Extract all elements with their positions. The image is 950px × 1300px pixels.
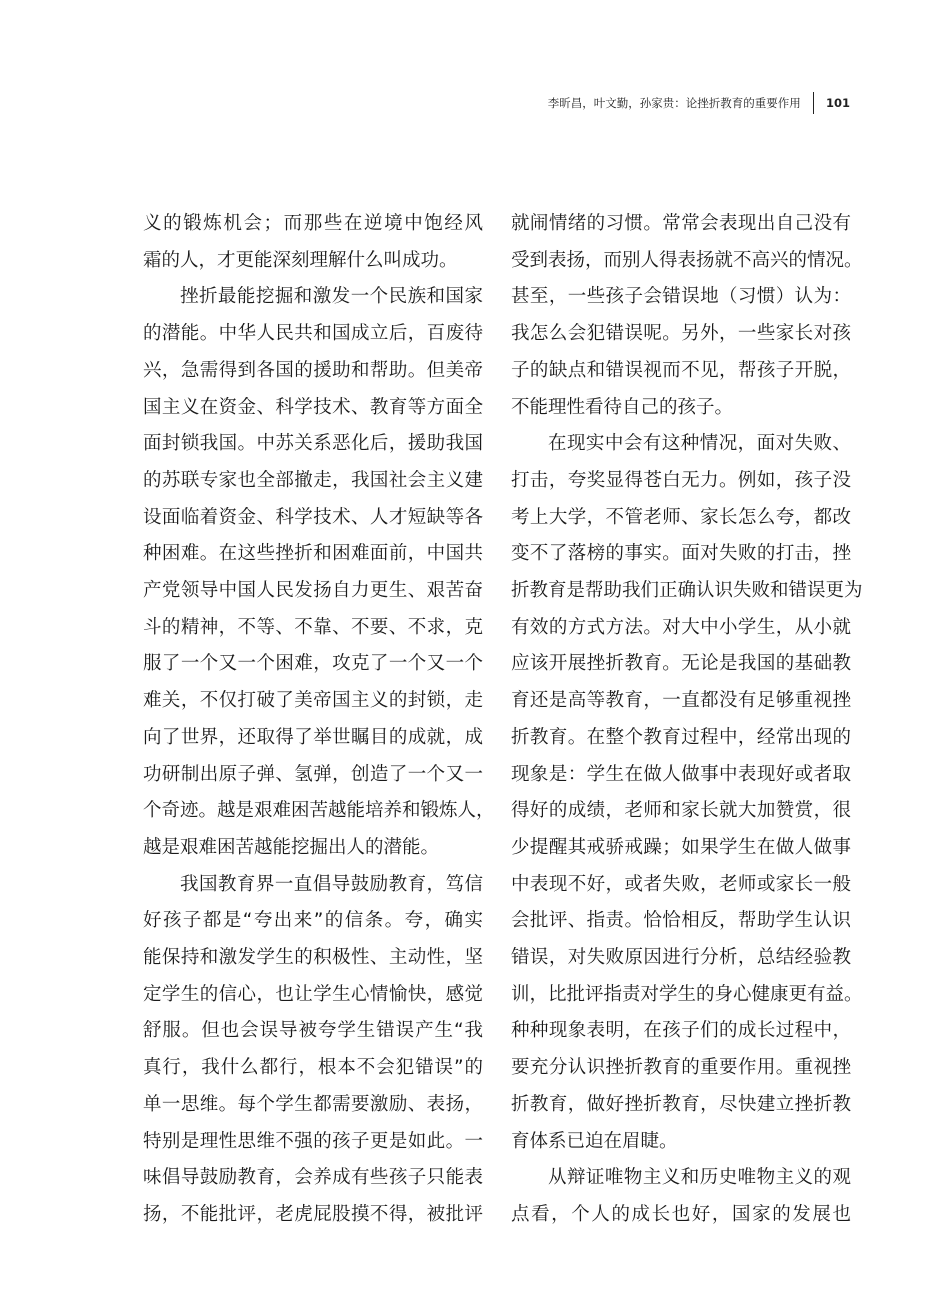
text-line: 挫折最能挖掘和激发一个民族和国家 <box>180 286 483 308</box>
header-divider <box>813 92 814 114</box>
text-line: 有效的方式方法。对大中小学生，从小就 <box>511 616 851 638</box>
text-line: 兴，急需得到各国的援助和帮助。但美帝 <box>143 359 483 381</box>
text-line: 种种现象表明，在孩子们的成长过程中， <box>511 1020 851 1042</box>
text-line: 面封锁我国。中苏关系恶化后，援助我国 <box>143 433 483 455</box>
left-column <box>143 206 495 1234</box>
text-line: 折教育，做好挫折教育，尽快建立挫折教 <box>511 1093 851 1115</box>
text-line: 变不了落榜的事实。面对失败的打击，挫 <box>511 543 851 565</box>
text-line: 打击，夸奖显得苍白无力。例如，孩子没 <box>511 469 851 491</box>
text-line: 产党领导中国人民发扬自力更生、艰苦奋 <box>143 580 483 602</box>
text-line: 不能理性看待自己的孩子。 <box>511 396 734 418</box>
text-line: 中表现不好，或者失败，老师或家长一般 <box>511 873 851 895</box>
text-line: 好孩子都是“夸出来”的信条。夸，确实 <box>143 910 483 932</box>
text-line: 霜的人，才更能深刻理解什么叫成功。 <box>143 249 458 271</box>
text-line: 训，比批评指责对学生的身心健康更有益。 <box>511 983 863 1005</box>
right-column <box>511 206 863 1234</box>
text-line: 国主义在资金、科学技术、教育等方面全 <box>143 396 483 418</box>
running-header <box>548 92 850 114</box>
text-line: 我国教育界一直倡导鼓励教育，笃信 <box>180 873 483 895</box>
text-line: 种困难。在这些挫折和困难面前，中国共 <box>143 543 483 565</box>
text-line: 育体系已迫在眉睫。 <box>511 1130 678 1152</box>
text-line: 就闹情绪的习惯。常常会表现出自己没有 <box>511 213 851 234</box>
page-number: 101 <box>825 96 850 110</box>
text-line: 的苏联专家也全部撤走，我国社会主义建 <box>143 469 483 491</box>
text-line: 义的锻炼机会；而那些在逆境中饱经风 <box>143 213 483 234</box>
text-line: 服了一个又一个困难，攻克了一个又一个 <box>143 653 483 675</box>
text-line: 应该开展挫折教育。无论是我国的基础教 <box>511 653 851 675</box>
text-line: 定学生的信心，也让学生心情愉快，感觉 <box>143 983 483 1005</box>
text-line: 子的缺点和错误视而不见，帮孩子开脱， <box>511 359 851 381</box>
text-line: 功研制出原子弹、氢弹，创造了一个又一 <box>143 763 483 785</box>
text-line: 折教育。在整个教育过程中，经常出现的 <box>511 726 851 748</box>
text-line: 得好的成绩，老师和家长就大加赞赏，很 <box>511 800 851 822</box>
text-line: 要充分认识挫折教育的重要作用。重视挫 <box>511 1057 851 1079</box>
text-line: 从辩证唯物主义和历史唯物主义的观 <box>548 1167 851 1189</box>
text-line: 越是艰难困苦越能挖掘出人的潜能。 <box>143 836 440 858</box>
text-line: 育还是高等教育，一直都没有足够重视挫 <box>511 690 851 712</box>
text-line: 舒服。但也会误导被夸学生错误产生“我 <box>143 1020 483 1042</box>
text-line: 设面临着资金、科学技术、人才短缺等各 <box>143 506 483 528</box>
text-line: 单一思维。每个学生都需要激励、表扬， <box>143 1093 483 1115</box>
text-line: 难关，不仅打破了美帝国主义的封锁，走 <box>143 690 483 712</box>
text-line: 我怎么会犯错误呢。另外，一些家长对孩 <box>511 323 851 345</box>
text-line: 甚至，一些孩子会错误地（习惯）认为： <box>511 286 851 308</box>
text-line: 向了世界，还取得了举世瞩目的成就，成 <box>143 726 483 748</box>
text-line: 真行，我什么都行，根本不会犯错误”的 <box>143 1057 483 1079</box>
text-line: 点看，个人的成长也好，国家的发展也 <box>511 1203 851 1225</box>
text-line: 会批评、指责。恰恰相反，帮助学生认识 <box>511 910 851 932</box>
text-line: 味倡导鼓励教育，会养成有些孩子只能表 <box>143 1167 483 1189</box>
text-line: 少提醒其戒骄戒躁；如果学生在做人做事 <box>511 836 851 858</box>
text-line: 现象是：学生在做人做事中表现好或者取 <box>511 763 851 785</box>
text-line: 能保持和激发学生的积极性、主动性，坚 <box>143 947 483 969</box>
text-line: 特别是理性思维不强的孩子更是如此。一 <box>143 1130 483 1152</box>
text-line: 错误，对失败原因进行分析，总结经验教 <box>511 947 851 969</box>
text-line: 扬，不能批评，老虎屁股摸不得，被批评 <box>143 1203 483 1225</box>
text-line: 的潜能。中华人民共和国成立后，百废待 <box>143 323 483 345</box>
text-line: 斗的精神，不等、不靠、不要、不求，克 <box>143 616 483 638</box>
text-line: 考上大学，不管老师、家长怎么夸，都改 <box>511 506 851 528</box>
text-line: 折教育是帮助我们正确认识失败和错误更为 <box>511 580 863 602</box>
text-line: 个奇迹。越是艰难困苦越能培养和锻炼人， <box>143 800 495 822</box>
text-line: 在现实中会有这种情况，面对失败、 <box>548 433 851 455</box>
header-authors-title: 李昕昌，叶文勤，孙家贵：论挫折教育的重要作用 <box>547 96 801 110</box>
text-line: 受到表扬，而别人得表扬就不高兴的情况。 <box>511 249 863 271</box>
